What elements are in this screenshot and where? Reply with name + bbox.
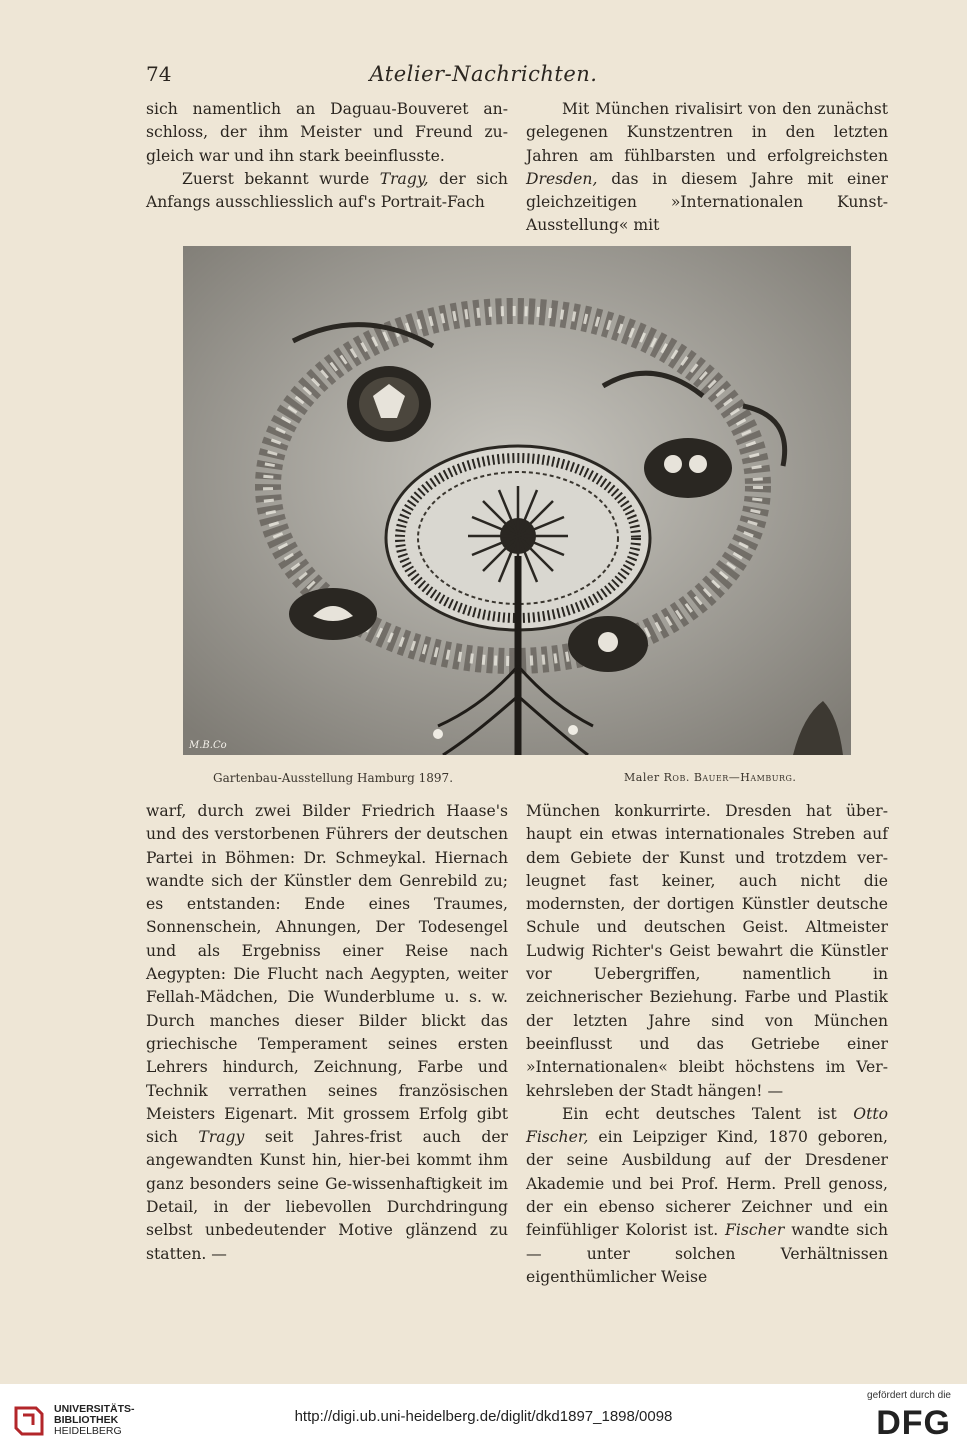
- paragraph: [526, 98, 888, 238]
- paragraph: [526, 1103, 888, 1289]
- top-left-column: [146, 98, 508, 214]
- text-run: das in diesem Jahre mit einer gleichzeitigen »Internationalen Kunst-Ausstellung« mit: [526, 169, 888, 235]
- text-run: Ein echt deutsches Talent ist: [562, 1104, 854, 1123]
- text-run: seit Jahres-frist auch der angewandten Kunst hin, hier-bei kommt ihm ganz besonders seine Ge-wissenhaftigkeit im Detail, in der liebevollen Durchdringung selbst unbedeutender Motive glänzend zu statten. —: [146, 1128, 508, 1263]
- bottom-right-column: [526, 800, 888, 1289]
- coat-of-arms-lower-left: [289, 588, 377, 640]
- emphasis: Dresden,: [526, 169, 598, 188]
- text-run: der sich Anfangs ausschliesslich auf's Portrait-Fach: [146, 169, 508, 212]
- library-line: BIBLIOTHEK: [54, 1414, 119, 1426]
- ceiling-painting-plate: [183, 246, 851, 755]
- text-run: wandte sich — unter solchen Verhältnissen eigenthümlicher Weise: [526, 1221, 888, 1286]
- paragraph: [146, 800, 508, 1266]
- page-header: [0, 62, 967, 94]
- text-run: ein Leipziger Kind, 1870 geboren, der seine Ausbildung auf der Dresdener Akademie und bei Prof. Herm. Prell genoss, der ein ebenso sicherer Zeichner und ein feinfühliger Kolorist ist.: [526, 1128, 888, 1240]
- top-right-column: [526, 98, 888, 238]
- paragraph: München konkurrirte. Dresden hat über-haupt ein etwas internationales Streben auf dem Gebiete der Kunst und trotzdem ver-leugnet fast keiner, auch nicht die modernsten, der dortigen Künstler deutsche Schule und deutschen Geist. Altmeister Ludwig Richter's Geist bewahrt die Künstler vor Uebergriffen, namentlich in zeichnerischer Beziehung. Farbe und Plastik der letzten Jahre sind von München beeinflusst und das Getriebe einer »Internationalen« bleibt höchstens im Ver-kehrsleben der Stadt hängen! —: [526, 802, 888, 1100]
- caption-artist: Rob. Bauer—Hamburg.: [663, 771, 797, 784]
- library-line: HEIDELBERG: [54, 1425, 122, 1437]
- ornament-illustration: [183, 246, 851, 755]
- text-run: warf, durch zwei Bilder Friedrich Haase's und des verstorbenen Führers der deutschen Partei in Böhmen: Dr. Schmeykal. Hiernach wandte sich der Künstler dem Genrebild zu; es entstanden: Ende eines Traumes, Sonnenschein, Ahnungen, Der Todesengel und als Ergebniss einer Reise nach Aegypten: Die Flucht nach Aegypten, weiter Fellah-Mädchen, Die Wunderblume u. s. w. Durch manches dieser Bilder blickt das griechische Temperament seines ersten Lehrers hindurch, Zeichnung, Farbe und Technik verrathen seines französischen Meisters Eigenart. Mit grossem Erfolg gibt sich: [146, 802, 508, 1147]
- emphasis: Tragy,: [379, 169, 429, 188]
- paragraph: sich namentlich an Daguau-Bouveret an-schloss, der ihm Meister und Freund zu-gleich war und ihn stark beeinflusste.: [146, 100, 508, 165]
- source-url[interactable]: http://digi.ub.uni-heidelberg.de/diglit/dkd1897_1898/0098: [294, 1408, 673, 1425]
- running-head: Atelier-Nachrichten.: [369, 62, 598, 86]
- text-run: Mit München rivalisirt von den zunächst gelegenen Kunstzentren in den letzten Jahren am fühlbarsten und erfolgreichsten: [526, 100, 888, 165]
- caption-prefix: Maler: [624, 771, 664, 784]
- bottom-left-column: [146, 800, 508, 1266]
- digitization-footer: [0, 1384, 967, 1449]
- photographer-monogram: M.B.Co: [189, 740, 227, 751]
- coat-of-arms-right: [644, 438, 732, 498]
- paragraph: [146, 168, 508, 215]
- page-number: 74: [146, 62, 172, 86]
- library-line: UNIVERSITÄTS-: [54, 1403, 135, 1415]
- dfg-logo: DFG: [876, 1404, 951, 1442]
- emphasis: Fischer: [725, 1221, 785, 1240]
- caption-right: [624, 771, 796, 784]
- text-run: Zuerst bekannt wurde: [182, 169, 380, 188]
- emphasis: Tragy: [198, 1128, 245, 1147]
- funding-note: gefördert durch die: [867, 1390, 951, 1401]
- emphasis: Otto Fischer,: [526, 1104, 888, 1147]
- caption-left: Gartenbau-Ausstellung Hamburg 1897.: [213, 771, 454, 785]
- coat-of-arms-upper-left: [347, 366, 431, 442]
- coat-of-arms-lower-right: [568, 616, 648, 672]
